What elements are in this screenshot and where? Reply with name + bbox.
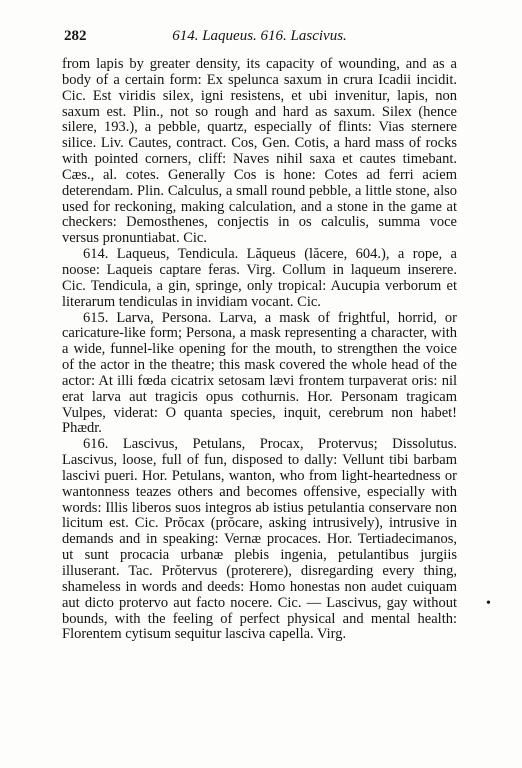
paragraph-614-laqueus: 614. Laqueus, Tendicula. Lăqueus (lăcere, 604.), a rope, a noose: Laqueis captare feras. Virg. Collum in laqueum inserere. Cic. Tendicula, a gin, springe, only tropical: Aucupia verborum et literarum tendiculas in invidiam vocant. Cic.: [62, 246, 457, 310]
page-number: 282: [64, 28, 87, 44]
paragraph-continuation: from lapis by greater density, its capacity of wounding, and as a body of a certain form: Ex spelunca saxum in crura Icadii incidit. Cic. Est viridis silex, igni resistens, et ubi invenitur, lapis, non saxum est. Plin., not so rough and hard as saxum. Silex (hence silere, 193.), a pebble, quartz, especially of flints: Vias sternere silice. Liv. Cautes, contract. Cos, Gen. Cotis, a hard mass of rocks with pointed corners, cliff: Naves nihil saxa et cautes timebant. Cæs., al. cotes. Generally Cos is hone: Cotes ad ferri aciem deterendam. Plin. Calculus, a small round pebble, a little stone, also used for reckoning, making calculation, and a stone in the game at checkers: Demosthenes, conjectis in os calculis, summa voce versus pronuntiabat. Cic.: [62, 56, 457, 247]
running-title: 614. Laqueus. 616. Lascivus.: [172, 28, 347, 44]
paragraph-616-lascivus: 616. Lascivus, Petulans, Procax, Protervus; Dissolutus. Lascivus, loose, full of fun, disposed to dally: Vellunt tibi barbam lascivi pueri. Hor. Petulans, wanton, who from light-heartedness or wantonness teazes others and becomes offensive, especially with words: Illis liberos suos integros ab istius petulantia conservare non licitum est. Cic. Prŏcax (prŏcare, asking intrusively), intrusive in demands and in speaking: Vernæ procaces. Hor. Tertiadecimanos, ut sunt procacia urbanæ plebis ingenia, petulantibus jurgiis illuserant. Tac. Prŏtervus (proterere), disregarding every thing, shameless in words and deeds: Homo honestas non audet cuiquam aut dicto protervo aut facto nocere. Cic. — Lascivus, gay without bounds, with the feeling of perfect physical and mental health: Florentem cytisum sequitur lasciva capella. Virg.: [62, 436, 457, 643]
page-header: [62, 28, 457, 52]
body-text: [62, 57, 457, 643]
margin-dot-mark: •: [486, 596, 491, 611]
paragraph-615-larva: 615. Larva, Persona. Larva, a mask of frightful, horrid, or caricature-like form; Persona, a mask representing a character, with a wide, funnel-like opening for the mouth, to strengthen the voice of the actor in the theatre; this mask covered the whole head of the actor: At illi fœda cicatrix setosam lævi frontem turpaverat oris: nil erat larva aut tragicis opus cothurnis. Hor. Personam tragicam Vulpes, viderat: O quanta species, inquit, cerebrum non habet! Phædr.: [62, 309, 457, 437]
